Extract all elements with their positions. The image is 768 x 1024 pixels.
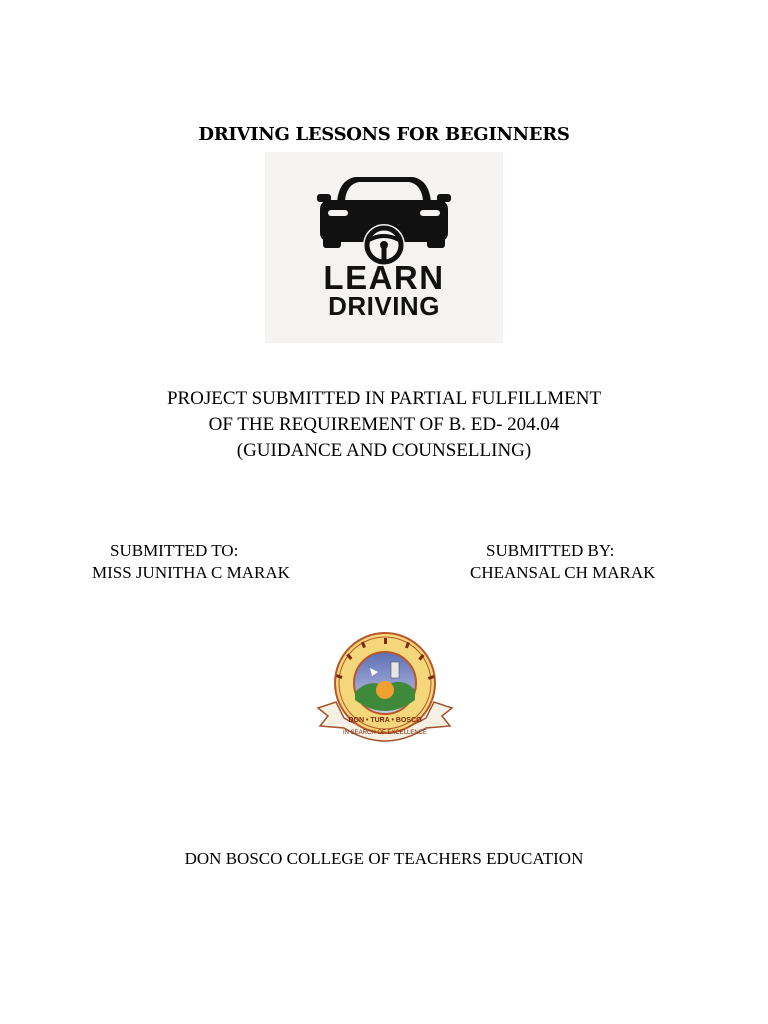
learn-driving-image — [265, 152, 503, 343]
project-line-2: OF THE REQUIREMENT OF B. ED- 204.04 — [208, 414, 560, 435]
college-seal-icon — [314, 630, 456, 746]
submitted-to-name: MISS JUNITHA C MARAK — [92, 563, 290, 582]
submitted-to-block — [92, 540, 290, 584]
submitted-by-block — [470, 540, 655, 584]
car-icon — [265, 152, 503, 343]
institution-name: DON BOSCO COLLEGE OF TEACHERS EDUCATION — [184, 849, 584, 868]
cover-text-driving: DRIVING — [328, 291, 440, 321]
svg-text:DON • TURA • BOSCO: DON • TURA • BOSCO — [348, 717, 422, 724]
svg-text:IN SEARCH OF EXCELLENCE: IN SEARCH OF EXCELLENCE — [342, 730, 428, 736]
document-title: DRIVING LESSONS FOR BEGINNERS — [198, 124, 570, 145]
project-line-1: PROJECT SUBMITTED IN PARTIAL FULFILLMENT — [166, 388, 602, 409]
cover-text-learn: LEARN — [323, 259, 445, 296]
project-line-3: (GUIDANCE AND COUNSELLING) — [236, 440, 532, 461]
project-statement — [0, 386, 768, 464]
college-seal-logo — [314, 630, 456, 746]
submitted-by-heading: SUBMITTED BY: — [486, 541, 615, 560]
submitted-by-name: CHEANSAL CH MARAK — [470, 563, 656, 582]
submitted-to-heading: SUBMITTED TO: — [110, 541, 239, 560]
